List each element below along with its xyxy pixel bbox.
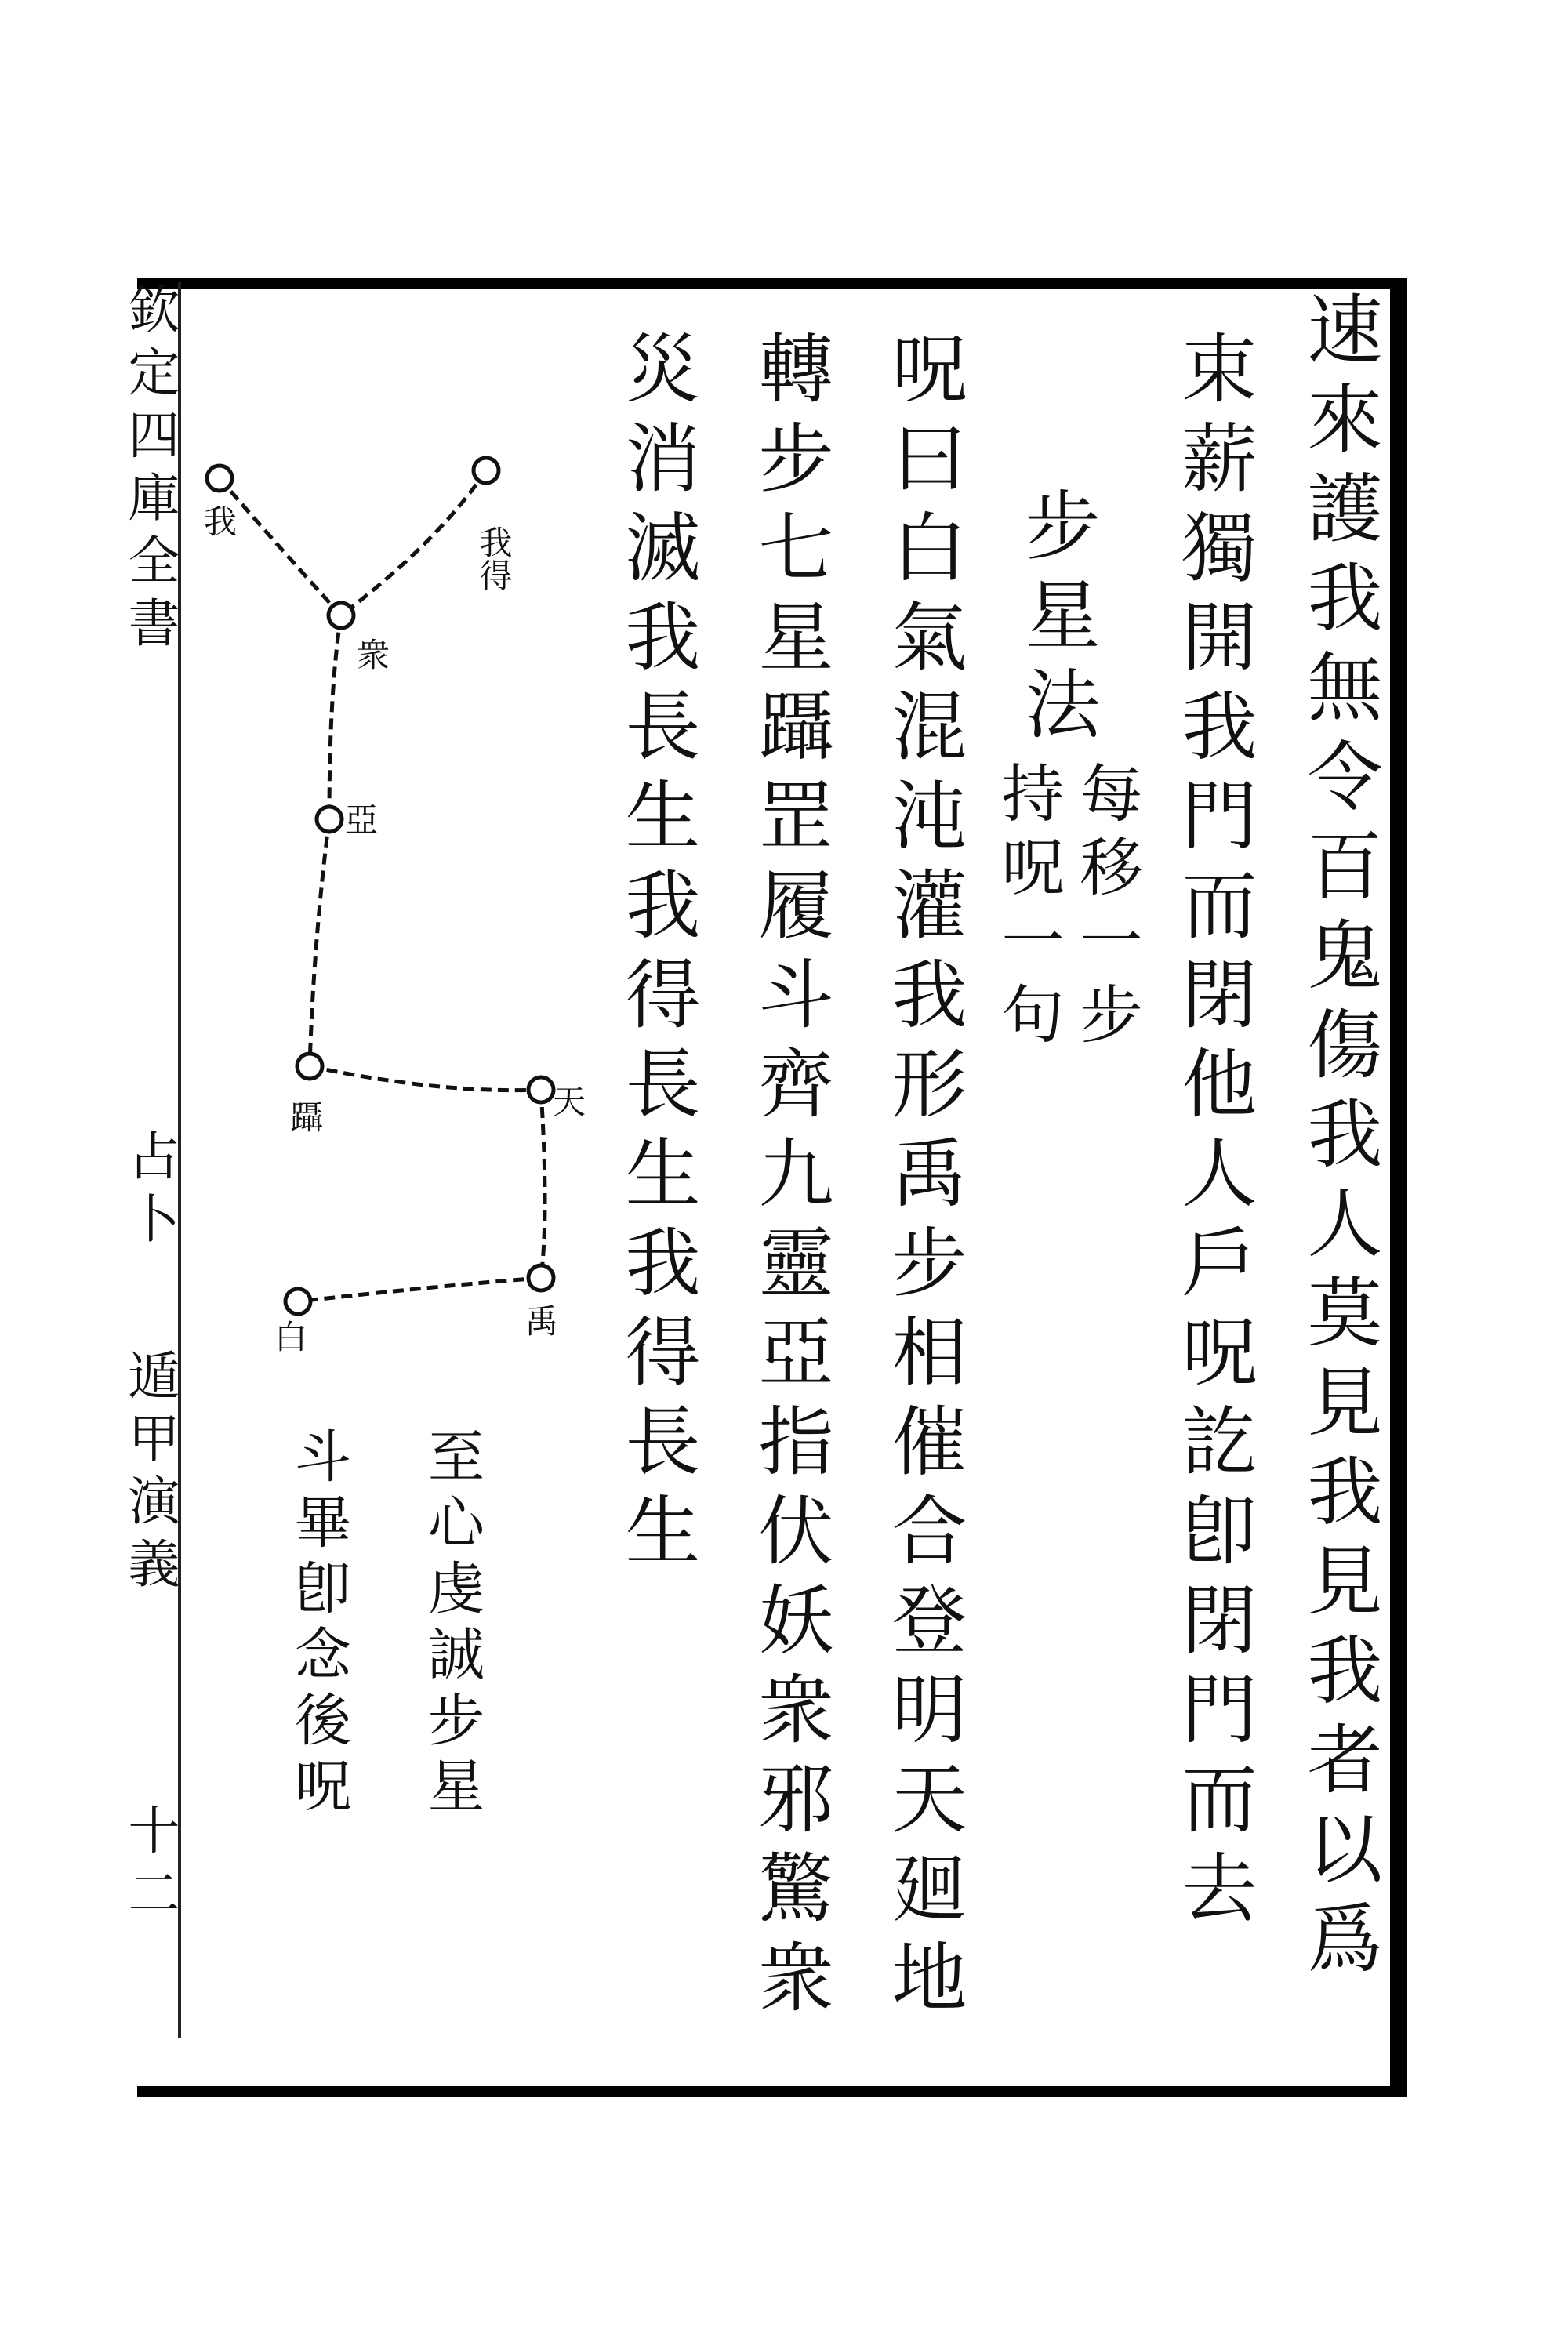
- label-bai: 白: [274, 1318, 308, 1356]
- text-column-6: 災消滅我長生我得長生我得長生: [613, 329, 701, 1581]
- margin-page-number: 十二: [119, 1803, 180, 1929]
- label-tian: 天: [553, 1083, 586, 1121]
- path-wo-to-zhong: [220, 478, 341, 615]
- path-yu-to-bai: [298, 1278, 541, 1301]
- node-nie: [297, 1054, 322, 1079]
- node-tian: [528, 1077, 554, 1102]
- text-column-7: 至心虔誠步星: [419, 1427, 485, 1822]
- label-ya: 亞: [345, 800, 379, 839]
- text-column-1: 速來護我無令百鬼傷我人莫見我見我者以爲: [1295, 290, 1383, 1988]
- node-ya: [317, 807, 342, 832]
- path-zhong-to-ya: [329, 615, 341, 819]
- text-column-2: 束薪獨開我門而閉他人戶呪訖卽閉門而去: [1170, 329, 1258, 1938]
- heading-step-star-method: 步星法: [1013, 486, 1101, 754]
- page-margin: [106, 282, 180, 2038]
- note-one-phrase: 持呪一句: [991, 760, 1064, 1055]
- text-column-8: 斗畢卽念後呪: [285, 1427, 351, 1822]
- node-wode: [474, 458, 499, 483]
- label-wo: 我: [204, 503, 238, 541]
- star-step-diagram: [180, 439, 604, 1380]
- margin-book-title: 欽定四庫全書: [119, 282, 180, 659]
- note-each-step: 每移一步: [1069, 760, 1142, 1055]
- margin-section: 占卜: [119, 1129, 180, 1254]
- path-tian-to-yu: [541, 1090, 545, 1278]
- text-column-5: 轉步七星躡罡履斗齊九靈亞指伏妖衆邪驚衆: [746, 329, 834, 2027]
- path-nie-to-tian: [310, 1066, 541, 1091]
- node-wo: [207, 466, 232, 491]
- path-ya-to-nie: [310, 819, 329, 1066]
- label-wode: 我得: [474, 525, 514, 591]
- margin-chapter: 遁甲演義: [119, 1348, 180, 1599]
- label-nie: 躡: [290, 1098, 324, 1137]
- path-wode-to-zhong: [341, 470, 486, 615]
- node-yu: [528, 1265, 554, 1290]
- label-yu: 禹: [525, 1302, 559, 1341]
- node-bai: [285, 1289, 310, 1314]
- text-column-4: 呪曰白氣混沌灌我形禹步相催合登明天廻地: [880, 329, 967, 2027]
- label-zhong: 衆: [357, 636, 390, 674]
- node-zhong: [328, 603, 354, 628]
